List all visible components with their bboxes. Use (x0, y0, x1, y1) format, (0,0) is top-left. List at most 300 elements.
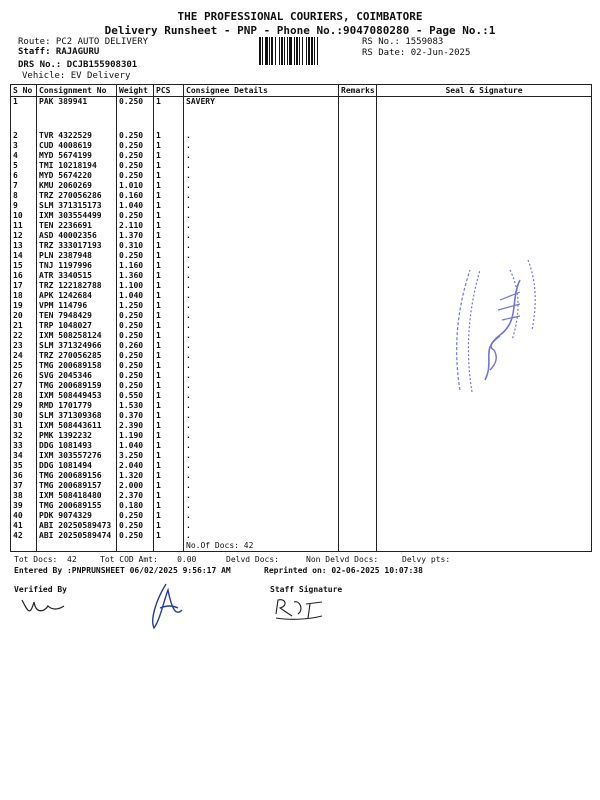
cell-weight: 1.040 (117, 441, 154, 451)
cell-consignee: . (184, 271, 339, 281)
cell-consignee: . (184, 511, 339, 521)
cell-sno: 33 (11, 441, 37, 451)
cell-remarks (339, 381, 377, 391)
cell-consignment: TEN 2236691 (37, 221, 117, 231)
cell-consignment: TMG 200689157 (37, 481, 117, 491)
cell-sno: 9 (11, 201, 37, 211)
cell-consignee: . (184, 431, 339, 441)
cell-consignee: . (184, 191, 339, 201)
cell-consignee: . (184, 231, 339, 241)
cell-weight: 2.040 (117, 461, 154, 471)
cell-consignee: . (184, 371, 339, 381)
cell-pcs: 1 (154, 471, 184, 481)
cell-pcs: 1 (154, 191, 184, 201)
cell-consignment: SLM 371315173 (37, 201, 117, 211)
cell-weight: 2.370 (117, 491, 154, 501)
cell-consignment: TRZ 122182788 (37, 281, 117, 291)
cell-remarks (339, 131, 377, 141)
cell-seal (377, 421, 592, 431)
cell-consignee: . (184, 321, 339, 331)
footer-cell (117, 541, 154, 552)
cell-pcs: 1 (154, 241, 184, 251)
tot-docs: Tot Docs: 42 (14, 555, 77, 564)
table-row (11, 191, 592, 201)
cell-consignment: DDG 1081493 (37, 441, 117, 451)
cell-sno: 35 (11, 461, 37, 471)
cell-seal (377, 461, 592, 471)
cell-consignment: CUD 4008619 (37, 141, 117, 151)
cell-consignee: . (184, 531, 339, 541)
col-pcs: PCS (154, 85, 184, 97)
cell-consignee: . (184, 501, 339, 511)
cell-remarks (339, 171, 377, 181)
cell-pcs: 1 (154, 291, 184, 301)
table-row (11, 431, 592, 441)
runsheet-subtitle: Delivery Runsheet - PNP - Phone No.:9047080280 - Page No.:1 (104, 24, 496, 37)
table-row (11, 471, 592, 481)
table-row (11, 501, 592, 511)
cell-seal (377, 441, 592, 451)
table-row (11, 441, 592, 451)
table-header-row (11, 85, 592, 97)
cell-remarks (339, 481, 377, 491)
cell-pcs: 1 (154, 461, 184, 471)
cell-consignment: MYD 5674199 (37, 151, 117, 161)
cell-weight: 1.100 (117, 281, 154, 291)
cell-remarks (339, 161, 377, 171)
footer-cell (339, 541, 377, 552)
cell-remarks (339, 151, 377, 161)
cell-weight: 0.260 (117, 341, 154, 351)
verifier-signature-icon (18, 592, 68, 620)
cell-weight: 0.180 (117, 501, 154, 511)
table-row (11, 521, 592, 531)
cell-pcs: 1 (154, 321, 184, 331)
cell-consignee: . (184, 261, 339, 271)
cell-weight: 0.160 (117, 191, 154, 201)
non-delvd-docs: Non Delvd Docs: (306, 555, 379, 564)
cell-weight: 0.250 (117, 161, 154, 171)
cell-consignee: . (184, 201, 339, 211)
table-row (11, 481, 592, 491)
tot-cod: Tot COD Amt: 0.00 (100, 555, 197, 564)
cell-consignment: VPM 114796 (37, 301, 117, 311)
cell-weight: 0.550 (117, 391, 154, 401)
cell-seal (377, 201, 592, 211)
cell-consignment: ATR 3340515 (37, 271, 117, 281)
cell-sno: 15 (11, 261, 37, 271)
cell-pcs: 1 (154, 301, 184, 311)
company-stamp-icon (440, 240, 550, 410)
cell-remarks (339, 231, 377, 241)
entered-by: Entered By :PNPRUNSHEET 06/02/2025 9:56:17 AM (14, 566, 231, 575)
cell-remarks (339, 501, 377, 511)
cell-consignee: SAVERY (184, 97, 339, 132)
cell-pcs: 1 (154, 311, 184, 321)
cell-consignment: PAK 389941 (37, 97, 117, 132)
cell-weight: 0.250 (117, 531, 154, 541)
cell-pcs: 1 (154, 401, 184, 411)
delvd-docs: Delvd Docs: (226, 555, 279, 564)
cell-pcs: 1 (154, 351, 184, 361)
cell-pcs: 1 (154, 431, 184, 441)
cell-consignee: . (184, 171, 339, 181)
cell-remarks (339, 421, 377, 431)
cell-weight: 3.250 (117, 451, 154, 461)
table-row (11, 97, 592, 132)
cell-consignee: . (184, 411, 339, 421)
cell-consignee: . (184, 451, 339, 461)
staff-signature-icon (270, 594, 328, 624)
cell-sno: 2 (11, 131, 37, 141)
cell-sno: 10 (11, 211, 37, 221)
cell-consignment: RMD 1701779 (37, 401, 117, 411)
cell-weight: 0.250 (117, 371, 154, 381)
cell-pcs: 1 (154, 141, 184, 151)
cell-consignee: . (184, 311, 339, 321)
cell-weight: 1.530 (117, 401, 154, 411)
cell-remarks (339, 391, 377, 401)
cell-weight: 2.000 (117, 481, 154, 491)
cell-weight: 1.160 (117, 261, 154, 271)
cell-remarks (339, 181, 377, 191)
cell-remarks (339, 441, 377, 451)
cell-sno: 22 (11, 331, 37, 341)
cell-consignment: ASD 40002356 (37, 231, 117, 241)
footer-cell (377, 541, 592, 552)
cell-consignment: ABI 20250589473 (37, 521, 117, 531)
table-row (11, 201, 592, 211)
cell-consignment: IXM 303554499 (37, 211, 117, 221)
cell-pcs: 1 (154, 97, 184, 132)
cell-consignee: . (184, 481, 339, 491)
cell-pcs: 1 (154, 231, 184, 241)
cell-consignee: . (184, 441, 339, 451)
cell-sno: 31 (11, 421, 37, 431)
company-title: THE PROFESSIONAL COURIERS, COIMBATORE (177, 10, 423, 23)
cell-weight: 0.250 (117, 381, 154, 391)
cell-pcs: 1 (154, 271, 184, 281)
barcode-icon (258, 37, 353, 65)
verified-by-label: Verified By (14, 585, 67, 594)
cell-pcs: 1 (154, 531, 184, 541)
col-consignment: Consignment No (37, 85, 117, 97)
rs-date: RS Date: 02-Jun-2025 (362, 48, 471, 58)
cell-consignment: TVR 4322529 (37, 131, 117, 141)
cell-remarks (339, 531, 377, 541)
reprinted-on: Reprinted on: 02-06-2025 10:07:38 (264, 566, 423, 575)
cell-seal (377, 501, 592, 511)
col-weight: Weight (117, 85, 154, 97)
cell-seal (377, 481, 592, 491)
cell-consignee: . (184, 281, 339, 291)
cell-weight: 0.250 (117, 351, 154, 361)
cell-pcs: 1 (154, 171, 184, 181)
cell-sno: 4 (11, 151, 37, 161)
table-row (11, 461, 592, 471)
cell-consignee: . (184, 181, 339, 191)
cell-remarks (339, 241, 377, 251)
cell-sno: 17 (11, 281, 37, 291)
cell-sno: 5 (11, 161, 37, 171)
col-sno: S No (11, 85, 37, 97)
cell-consignee: . (184, 221, 339, 231)
cell-weight: 1.190 (117, 431, 154, 441)
table-row (11, 181, 592, 191)
cell-consignee: . (184, 491, 339, 501)
cell-sno: 36 (11, 471, 37, 481)
cell-consignment: TMG 200689158 (37, 361, 117, 371)
cell-seal (377, 471, 592, 481)
table-row (11, 171, 592, 181)
cell-sno: 20 (11, 311, 37, 321)
cell-sno: 38 (11, 491, 37, 501)
cell-consignment: IXM 303557276 (37, 451, 117, 461)
cell-consignment: APK 1242684 (37, 291, 117, 301)
cell-consignment: IXM 508443611 (37, 421, 117, 431)
cell-weight: 0.250 (117, 311, 154, 321)
cell-seal (377, 131, 592, 141)
cell-sno: 1 (11, 97, 37, 132)
cell-remarks (339, 311, 377, 321)
cell-consignment: SVG 2045346 (37, 371, 117, 381)
cell-weight: 0.250 (117, 97, 154, 132)
cell-weight: 1.040 (117, 291, 154, 301)
cell-consignment: TMI 10218194 (37, 161, 117, 171)
cell-sno: 30 (11, 411, 37, 421)
cell-pcs: 1 (154, 331, 184, 341)
cell-weight: 0.250 (117, 361, 154, 371)
cell-sno: 28 (11, 391, 37, 401)
cell-weight: 0.250 (117, 321, 154, 331)
cell-pcs: 1 (154, 501, 184, 511)
cell-weight: 1.040 (117, 201, 154, 211)
cell-weight: 1.010 (117, 181, 154, 191)
table-row (11, 411, 592, 421)
cell-sno: 41 (11, 521, 37, 531)
table-row (11, 421, 592, 431)
cell-remarks (339, 521, 377, 531)
cell-sno: 12 (11, 231, 37, 241)
cell-sno: 26 (11, 371, 37, 381)
cell-pcs: 1 (154, 341, 184, 351)
cell-remarks (339, 371, 377, 381)
cell-seal (377, 511, 592, 521)
cell-remarks (339, 491, 377, 501)
cell-sno: 24 (11, 351, 37, 361)
cell-pcs: 1 (154, 181, 184, 191)
rs-number: RS No.: 1559083 (362, 37, 444, 47)
cell-remarks (339, 451, 377, 461)
cell-consignment: KMU 2060269 (37, 181, 117, 191)
cell-consignment: SLM 371324966 (37, 341, 117, 351)
cell-sno: 13 (11, 241, 37, 251)
cell-sno: 14 (11, 251, 37, 261)
col-consignee: Consignee Details (184, 85, 339, 97)
cell-consignee: . (184, 521, 339, 531)
table-row (11, 131, 592, 141)
table-row (11, 141, 592, 151)
table-row (11, 151, 592, 161)
cell-consignment: IXM 508258124 (37, 331, 117, 341)
cell-seal (377, 211, 592, 221)
handwritten-signature-icon (146, 580, 186, 632)
footer-cell (37, 541, 117, 552)
cell-sno: 18 (11, 291, 37, 301)
cell-consignee: . (184, 421, 339, 431)
cell-weight: 0.310 (117, 241, 154, 251)
cell-sno: 19 (11, 301, 37, 311)
cell-pcs: 1 (154, 391, 184, 401)
cell-seal (377, 431, 592, 441)
no-of-docs: No.Of Docs: 42 (184, 541, 339, 552)
cell-weight: 0.250 (117, 251, 154, 261)
footer-cell (154, 541, 184, 552)
cell-consignment: ABI 20250589474 (37, 531, 117, 541)
cell-consignment: TRZ 270056286 (37, 191, 117, 201)
drs-number: DRS No.: DCJB155908301 (18, 60, 138, 70)
cell-seal (377, 151, 592, 161)
cell-sno: 3 (11, 141, 37, 151)
cell-remarks (339, 331, 377, 341)
cell-seal (377, 411, 592, 421)
cell-seal (377, 161, 592, 171)
cell-consignment: TRP 1048027 (37, 321, 117, 331)
cell-remarks (339, 221, 377, 231)
cell-weight: 1.370 (117, 231, 154, 241)
cell-remarks (339, 411, 377, 421)
cell-weight: 0.250 (117, 511, 154, 521)
cell-consignment: IXM 508449453 (37, 391, 117, 401)
footer-cell (11, 541, 37, 552)
cell-remarks (339, 191, 377, 201)
cell-consignee: . (184, 331, 339, 341)
cell-weight: 1.360 (117, 271, 154, 281)
cell-remarks (339, 261, 377, 271)
cell-consignee: . (184, 461, 339, 471)
cell-consignee: . (184, 141, 339, 151)
cell-remarks (339, 291, 377, 301)
cell-consignment: TEN 7948429 (37, 311, 117, 321)
cell-pcs: 1 (154, 281, 184, 291)
cell-weight: 0.250 (117, 331, 154, 341)
cell-sno: 37 (11, 481, 37, 491)
cell-consignment: TRZ 270056285 (37, 351, 117, 361)
cell-weight: 0.250 (117, 521, 154, 531)
cell-consignment: PDK 9074329 (37, 511, 117, 521)
cell-weight: 2.390 (117, 421, 154, 431)
cell-consignee: . (184, 301, 339, 311)
cell-pcs: 1 (154, 441, 184, 451)
col-seal-signature: Seal & Signature (377, 85, 592, 97)
cell-remarks (339, 301, 377, 311)
cell-weight: 1.250 (117, 301, 154, 311)
cell-seal (377, 491, 592, 501)
cell-consignee: . (184, 131, 339, 141)
cell-sno: 11 (11, 221, 37, 231)
cell-consignment: PLN 2387948 (37, 251, 117, 261)
cell-weight: 0.250 (117, 171, 154, 181)
cell-remarks (339, 511, 377, 521)
vehicle-label: Vehicle: EV Delivery (22, 71, 131, 81)
cell-remarks (339, 401, 377, 411)
cell-pcs: 1 (154, 361, 184, 371)
cell-pcs: 1 (154, 451, 184, 461)
cell-sno: 40 (11, 511, 37, 521)
table-row (11, 511, 592, 521)
cell-remarks (339, 97, 377, 132)
cell-consignment: IXM 508418480 (37, 491, 117, 501)
cell-seal (377, 181, 592, 191)
cell-pcs: 1 (154, 371, 184, 381)
cell-remarks (339, 281, 377, 291)
staff-label: Staff: RAJAGURU (18, 47, 100, 57)
cell-consignment: TMG 200689156 (37, 471, 117, 481)
cell-pcs: 1 (154, 511, 184, 521)
cell-sno: 42 (11, 531, 37, 541)
cell-pcs: 1 (154, 481, 184, 491)
cell-remarks (339, 471, 377, 481)
cell-consignee: . (184, 291, 339, 301)
cell-remarks (339, 271, 377, 281)
cell-seal (377, 451, 592, 461)
cell-pcs: 1 (154, 151, 184, 161)
cell-weight: 0.370 (117, 411, 154, 421)
table-row (11, 161, 592, 171)
table-footer-row (11, 541, 592, 552)
cell-consignee: . (184, 241, 339, 251)
cell-pcs: 1 (154, 221, 184, 231)
cell-pcs: 1 (154, 201, 184, 211)
cell-weight: 0.250 (117, 141, 154, 151)
cell-weight: 0.250 (117, 211, 154, 221)
cell-remarks (339, 141, 377, 151)
table-row (11, 221, 592, 231)
cell-remarks (339, 211, 377, 221)
cell-sno: 34 (11, 451, 37, 461)
cell-seal (377, 141, 592, 151)
table-row (11, 451, 592, 461)
cell-pcs: 1 (154, 161, 184, 171)
cell-sno: 25 (11, 361, 37, 371)
cell-consignee: . (184, 151, 339, 161)
cell-consignment: TMG 200689155 (37, 501, 117, 511)
cell-consignee: . (184, 361, 339, 371)
cell-remarks (339, 321, 377, 331)
cell-consignee: . (184, 381, 339, 391)
cell-pcs: 1 (154, 411, 184, 421)
cell-consignee: . (184, 161, 339, 171)
cell-remarks (339, 431, 377, 441)
cell-pcs: 1 (154, 131, 184, 141)
cell-consignment: TRZ 333017193 (37, 241, 117, 251)
cell-consignee: . (184, 251, 339, 261)
cell-remarks (339, 461, 377, 471)
cell-sno: 23 (11, 341, 37, 351)
cell-consignee: . (184, 351, 339, 361)
cell-remarks (339, 201, 377, 211)
cell-sno: 7 (11, 181, 37, 191)
cell-consignment: TMG 200689159 (37, 381, 117, 391)
cell-consignment: MYD 5674220 (37, 171, 117, 181)
cell-consignee: . (184, 471, 339, 481)
cell-seal (377, 531, 592, 541)
cell-pcs: 1 (154, 421, 184, 431)
cell-remarks (339, 351, 377, 361)
cell-seal (377, 97, 592, 132)
cell-seal (377, 521, 592, 531)
cell-pcs: 1 (154, 261, 184, 271)
